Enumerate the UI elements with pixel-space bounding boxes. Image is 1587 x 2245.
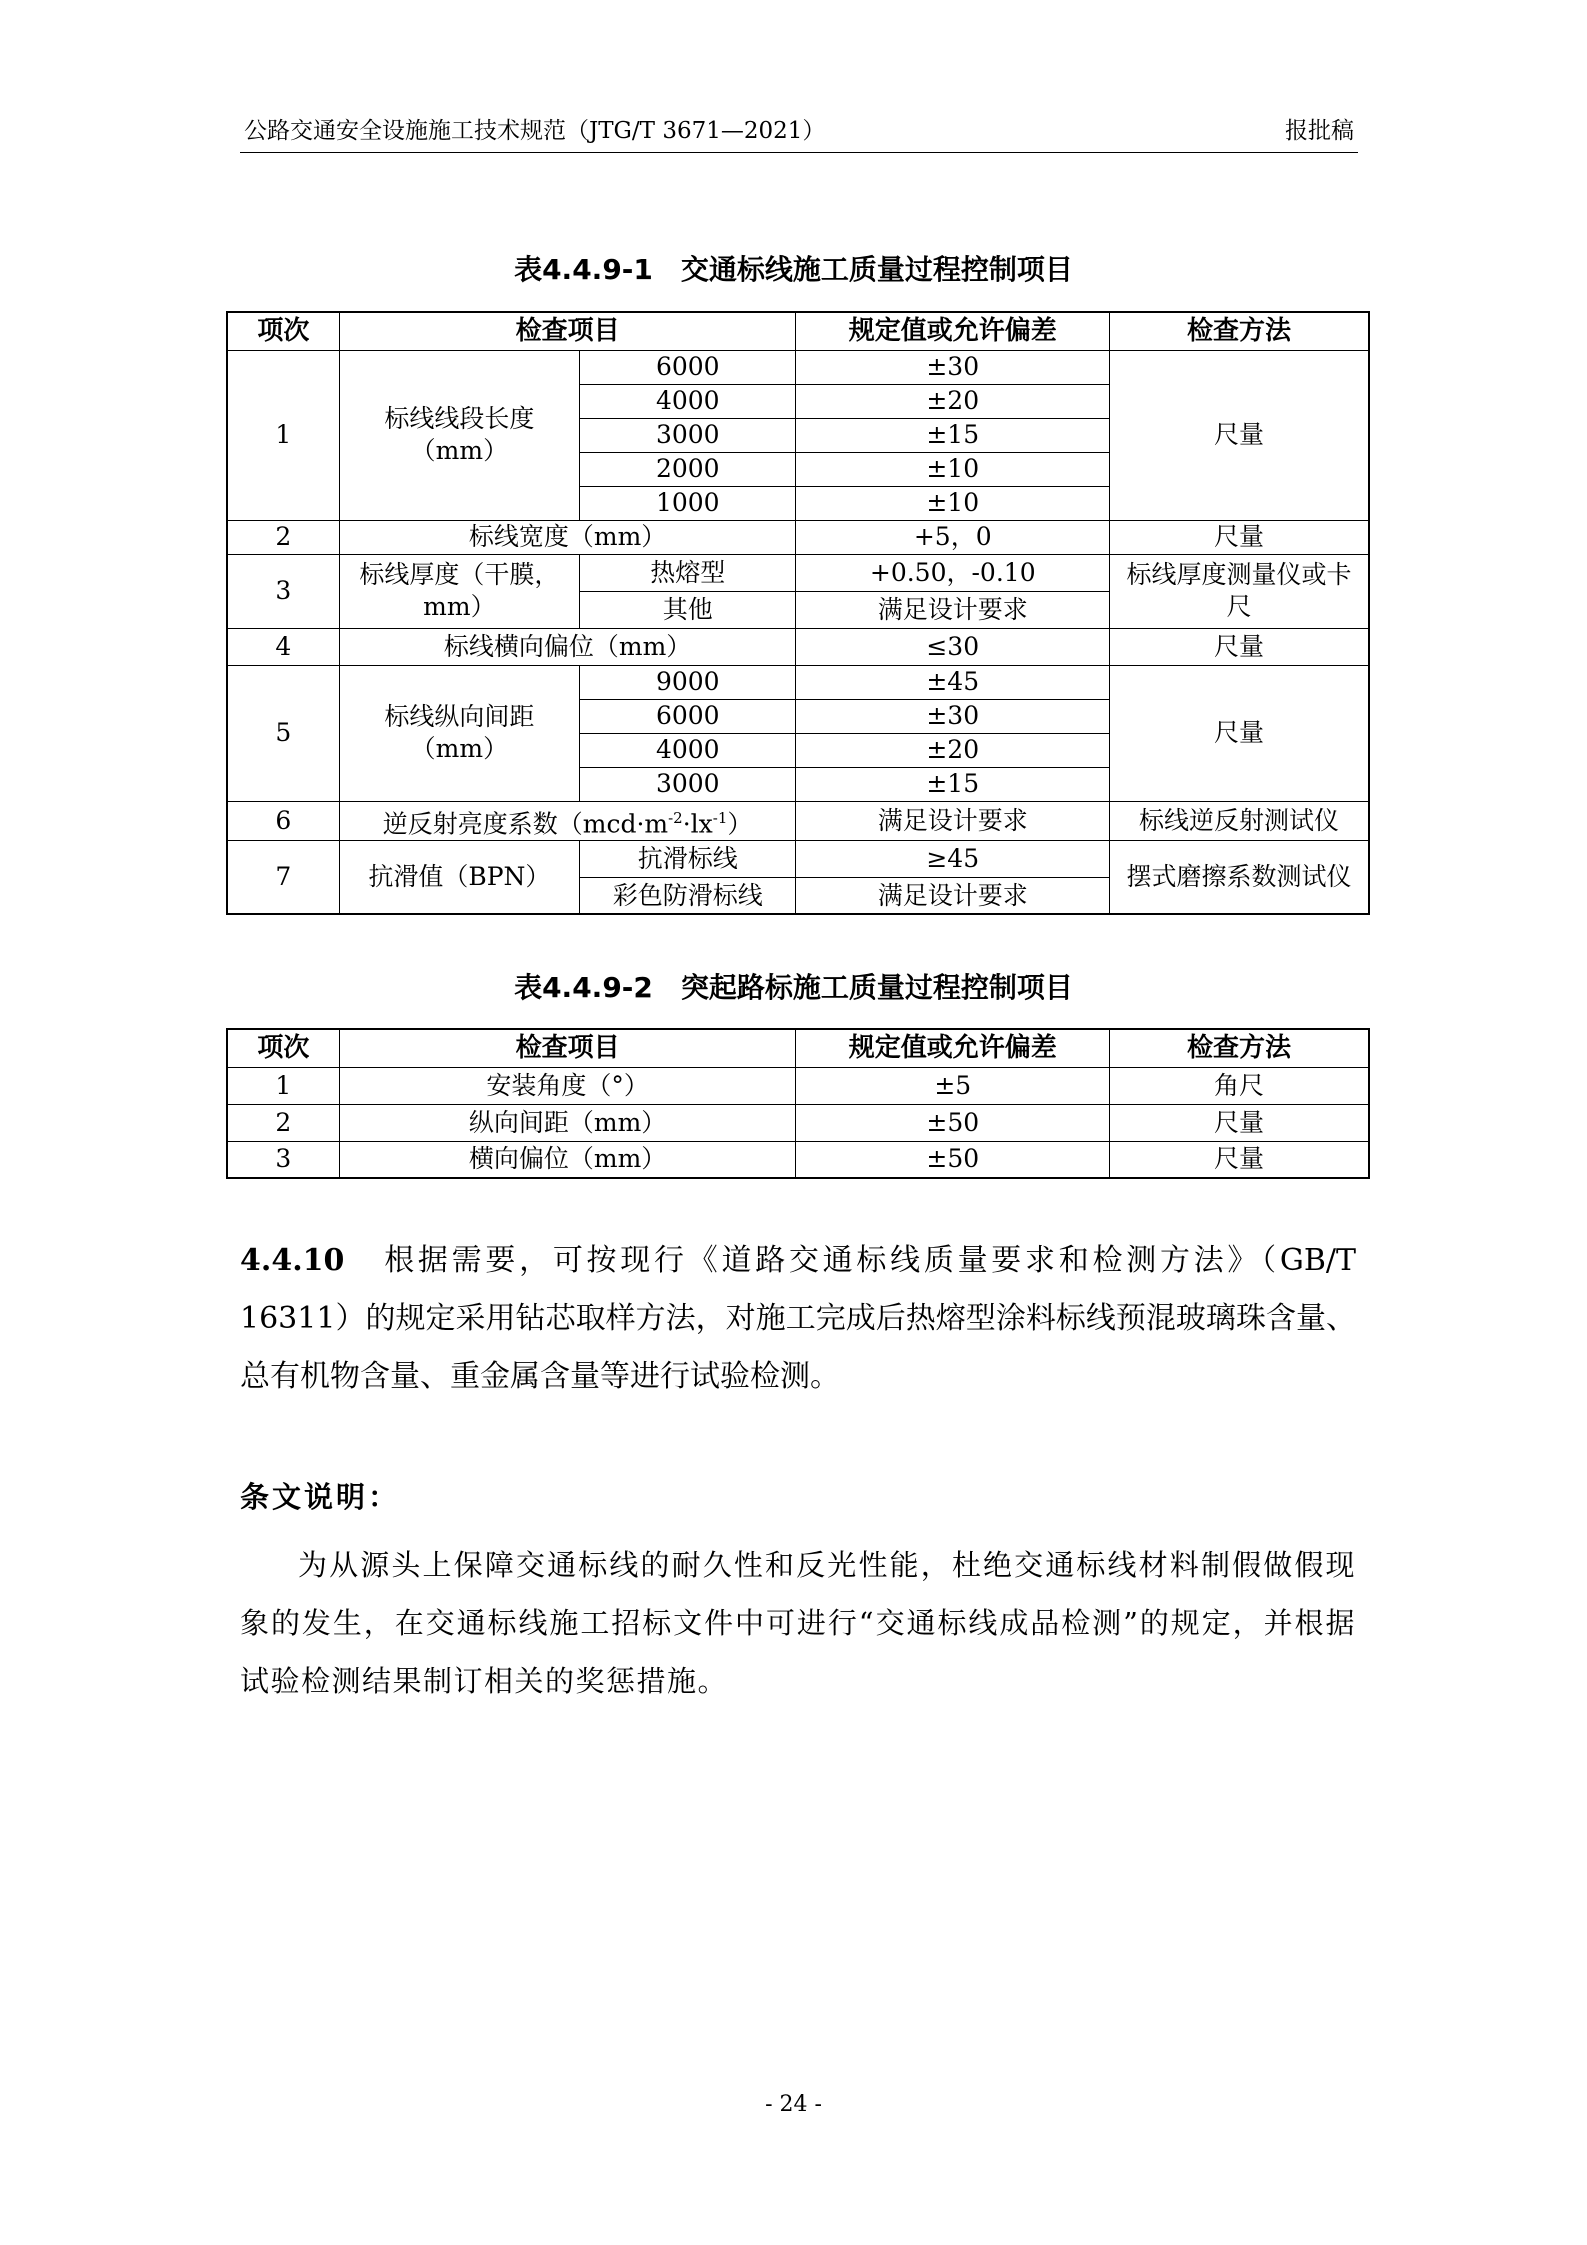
table-row bbox=[227, 1141, 1369, 1178]
check-method: 标线逆反射测试仪 bbox=[1110, 801, 1369, 840]
item-number: 2 bbox=[227, 520, 339, 554]
tolerance-value: ±15 bbox=[796, 767, 1110, 801]
check-method: 尺量 bbox=[1110, 520, 1369, 554]
check-method: 尺量 bbox=[1110, 628, 1369, 665]
sub-item: 抗滑标线 bbox=[580, 840, 796, 877]
sub-item: 其他 bbox=[580, 591, 796, 628]
page-header bbox=[240, 112, 1358, 153]
item-number: 1 bbox=[227, 1067, 339, 1104]
table-row bbox=[227, 801, 1369, 840]
sub-item: 6000 bbox=[580, 699, 796, 733]
tolerance-value: ±50 bbox=[796, 1141, 1110, 1178]
item-number: 2 bbox=[227, 1104, 339, 1141]
page-number: - 24 - bbox=[765, 2092, 822, 2117]
header-cell: 项次 bbox=[227, 1029, 339, 1067]
item-number: 4 bbox=[227, 628, 339, 665]
sub-item: 热熔型 bbox=[580, 554, 796, 591]
table2 bbox=[226, 1028, 1370, 1179]
table-row bbox=[227, 665, 1369, 699]
sub-item: 6000 bbox=[580, 350, 796, 384]
header-cell: 规定值或允许偏差 bbox=[796, 312, 1110, 350]
item-name: 逆反射亮度系数$(mcd\cdot m^{-2}\cdot lx^{-1})$ bbox=[339, 801, 796, 840]
item-name: 标线厚度（干膜， mm） bbox=[339, 554, 579, 628]
table-row bbox=[227, 840, 1369, 877]
tolerance-value: +5，0 bbox=[796, 520, 1110, 554]
item-number: 5 bbox=[227, 665, 339, 801]
table-row bbox=[227, 1067, 1369, 1104]
sub-item: 4000 bbox=[580, 733, 796, 767]
sub-item: 2000 bbox=[580, 452, 796, 486]
table1-caption: 表4.4.9-1 交通标线施工质量过程控制项目 bbox=[514, 253, 1073, 286]
tolerance-value: 满足设计要求 bbox=[796, 877, 1110, 914]
clause-text: 根据需要，可按现行《道路交通标线质量要求和检测方法》（GB/T 16311）的规定采用钻芯取样方法，对施工完成后热熔型涂料标线预混玻璃珠含量、总有机物含量、重金属含量等进行试验检测。 bbox=[240, 1243, 1356, 1394]
tolerance-value: ±30 bbox=[796, 350, 1110, 384]
check-method: 尺量 bbox=[1110, 665, 1369, 801]
check-method: 摆式磨擦系数测试仪 bbox=[1110, 840, 1369, 914]
table1 bbox=[226, 311, 1370, 915]
tolerance-value: ±20 bbox=[796, 384, 1110, 418]
tolerance-value: +0.50，-0.10 bbox=[796, 554, 1110, 591]
table-row bbox=[227, 520, 1369, 554]
header-cell: 检查方法 bbox=[1110, 312, 1369, 350]
note-body: 为从源头上保障交通标线的耐久性和反光性能，杜绝交通标线材料制假做假现象的发生，在交通标线施工招标文件中可进行“交通标线成品检测”的规定，并根据试验检测结果制订相关的奖惩措施。 bbox=[240, 1548, 1356, 1698]
table-row bbox=[227, 628, 1369, 665]
tolerance-value: ±5 bbox=[796, 1067, 1110, 1104]
tolerance-value: ±20 bbox=[796, 733, 1110, 767]
item-number: 3 bbox=[227, 554, 339, 628]
check-method: 尺量 bbox=[1110, 1104, 1369, 1141]
table-row bbox=[227, 1104, 1369, 1141]
sub-item: 9000 bbox=[580, 665, 796, 699]
item-name: 安装角度（°） bbox=[339, 1067, 796, 1104]
item-number: 7 bbox=[227, 840, 339, 914]
clause-number: 4.4.10 bbox=[240, 1243, 345, 1278]
table-row bbox=[227, 350, 1369, 384]
item-name: 抗滑值（BPN） bbox=[339, 840, 579, 914]
item-name: 横向偏位（mm） bbox=[339, 1141, 796, 1178]
tolerance-value: ≤30 bbox=[796, 628, 1110, 665]
check-method: 尺量 bbox=[1110, 350, 1369, 520]
item-name: 标线宽度（mm） bbox=[339, 520, 796, 554]
table-header-row bbox=[227, 1029, 1369, 1067]
clause-paragraph bbox=[240, 1232, 1356, 1406]
check-method: 标线厚度测量仪或卡尺 bbox=[1110, 554, 1369, 628]
tolerance-value: ±30 bbox=[796, 699, 1110, 733]
tolerance-value: 满足设计要求 bbox=[796, 801, 1110, 840]
note-title: 条文说明： bbox=[240, 1480, 401, 1514]
item-name: 纵向间距（mm） bbox=[339, 1104, 796, 1141]
header-title: 公路交通安全设施施工技术规范（JTG/T 3671—2021） bbox=[244, 118, 826, 144]
item-name: 标线横向偏位（mm） bbox=[339, 628, 796, 665]
tolerance-value: ±10 bbox=[796, 486, 1110, 520]
check-method: 角尺 bbox=[1110, 1067, 1369, 1104]
sub-item: 彩色防滑标线 bbox=[580, 877, 796, 914]
header-cell: 规定值或允许偏差 bbox=[796, 1029, 1110, 1067]
item-name: 标线纵向间距 （mm） bbox=[339, 665, 579, 801]
header-cell: 检查方法 bbox=[1110, 1029, 1369, 1067]
tolerance-value: ≥45 bbox=[796, 840, 1110, 877]
sub-item: 3000 bbox=[580, 767, 796, 801]
sub-item: 4000 bbox=[580, 384, 796, 418]
item-number: 1 bbox=[227, 350, 339, 520]
item-number: 3 bbox=[227, 1141, 339, 1178]
tolerance-value: ±50 bbox=[796, 1104, 1110, 1141]
tolerance-value: ±10 bbox=[796, 452, 1110, 486]
header-cell: 检查项目 bbox=[339, 1029, 796, 1067]
item-name: 标线线段长度 （mm） bbox=[339, 350, 579, 520]
sub-item: 3000 bbox=[580, 418, 796, 452]
sub-item: 1000 bbox=[580, 486, 796, 520]
header-status: 报批稿 bbox=[1285, 118, 1354, 144]
tolerance-value: ±45 bbox=[796, 665, 1110, 699]
table-header-row bbox=[227, 312, 1369, 350]
tolerance-value: 满足设计要求 bbox=[796, 591, 1110, 628]
tolerance-value: ±15 bbox=[796, 418, 1110, 452]
header-cell: 检查项目 bbox=[339, 312, 796, 350]
table-row bbox=[227, 554, 1369, 591]
item-number: 6 bbox=[227, 801, 339, 840]
table2-caption: 表4.4.9-2 突起路标施工质量过程控制项目 bbox=[514, 971, 1073, 1004]
header-cell: 项次 bbox=[227, 312, 339, 350]
check-method: 尺量 bbox=[1110, 1141, 1369, 1178]
